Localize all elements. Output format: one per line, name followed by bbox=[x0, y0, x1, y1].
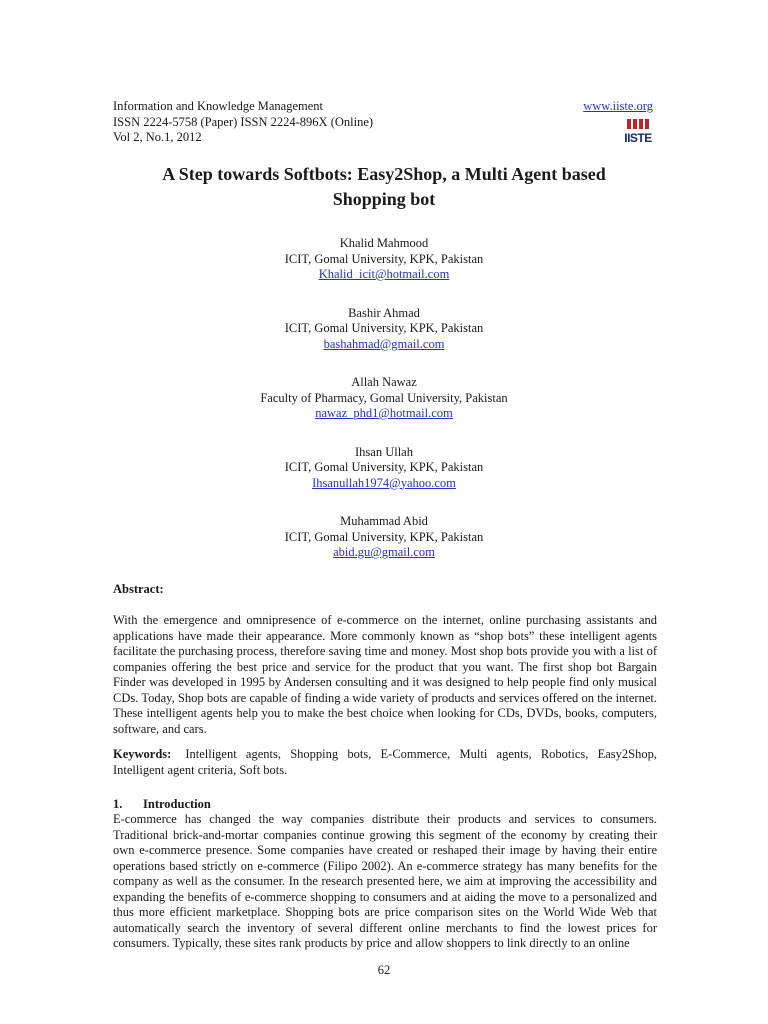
abstract-heading: Abstract: bbox=[113, 582, 164, 596]
title-line-1: A Step towards Softbots: Easy2Shop, a Multi Agent based bbox=[162, 164, 606, 184]
author-name: Muhammad Abid bbox=[340, 514, 428, 528]
section-title: Introduction bbox=[143, 797, 211, 811]
author-name: Ihsan Ullah bbox=[355, 444, 413, 459]
iiste-logo bbox=[623, 119, 653, 145]
author-block bbox=[0, 514, 768, 561]
website-link[interactable]: www.iiste.org bbox=[583, 99, 653, 113]
publisher-header bbox=[583, 99, 653, 149]
section-heading bbox=[113, 797, 657, 813]
author-name: Allah Nawaz bbox=[351, 375, 417, 389]
abstract-body: With the emergence and omnipresence of e-commerce on the internet, online purchasing assistants and applications have made their appearance. More commonly known as “shop bots” these intelligent agents facilitate the purchasing process, therefore saving time and money. Most shop bots provide you with a list of companies offering the best price and service for the product that you want. The first shop bot Bargain Finder was developed in 1995 by Andersen consulting and it was designed to help people find only musical CDs. Today, Shop bots are capable of finding a wide variety of products and services offered on the internet. These intelligent agents help you to make the best choice when looking for CDs, DVDs, books, computers, software, and cars. bbox=[113, 613, 657, 736]
logo-text: IISTE bbox=[624, 130, 652, 145]
author-affiliation: Faculty of Pharmacy, Gomal University, Pakistan bbox=[260, 390, 508, 405]
author-email-link[interactable]: bashahmad@gmail.com bbox=[323, 336, 445, 351]
author-affiliation: ICIT, Gomal University, KPK, Pakistan bbox=[284, 529, 484, 544]
author-email-link[interactable]: Khalid_icit@hotmail.com bbox=[318, 267, 450, 281]
page-number: 62 bbox=[377, 963, 391, 977]
author-block bbox=[0, 445, 768, 492]
author-email-link[interactable]: abid.gu@gmail.com bbox=[333, 545, 435, 559]
keywords-text: Intelligent agents, Shopping bots, E-Commerce, Multi agents, Robotics, Easy2Shop, Intelligent agent criteria, Soft bots. bbox=[113, 747, 657, 777]
section-number: 1. bbox=[113, 797, 123, 811]
author-name: Bashir Ahmad bbox=[348, 305, 420, 320]
logo-bars-icon bbox=[627, 119, 649, 129]
keywords-section bbox=[113, 747, 657, 778]
author-list bbox=[0, 236, 768, 584]
author-block bbox=[0, 306, 768, 353]
journal-name: Information and Knowledge Management bbox=[113, 99, 324, 113]
author-affiliation: ICIT, Gomal University, KPK, Pakistan bbox=[284, 321, 484, 335]
author-email-link[interactable]: nawaz_phd1@hotmail.com bbox=[315, 406, 453, 420]
keywords-label: Keywords: bbox=[113, 747, 172, 761]
author-email-link[interactable]: Ihsanullah1974@yahoo.com bbox=[312, 475, 456, 490]
author-block bbox=[0, 375, 768, 422]
author-affiliation: ICIT, Gomal University, KPK, Pakistan bbox=[284, 460, 484, 474]
introduction-body: E-commerce has changed the way companies distribute their products and services to consumers. Traditional brick-and-mortar companies continue growing this segment of the economy by creating their own e-commerce presence. Some companies have created or reshaped their image by having their entire operations based strictly on e-commerce (Filipo 2002). An e-commerce strategy has many benefits for the company as well as the consumer. In the research presented here, we aim at improving the accessibility and expanding the benefits of e-commerce shopping to consumers and at aiding the move to a personalized and thus more efficient marketplace. Shopping bots are price comparison sites on the World Wide Web that automatically search the inventory of several different online merchants to find the lowest prices for consumers. Typically, these sites rank products by price and allow shoppers to link directly to an online bbox=[113, 812, 657, 950]
volume-line: Vol 2, No.1, 2012 bbox=[113, 130, 202, 144]
title-line-2: Shopping bot bbox=[332, 189, 436, 209]
issn-line: ISSN 2224-5758 (Paper) ISSN 2224-896X (Online) bbox=[113, 114, 374, 129]
journal-header bbox=[113, 99, 373, 146]
author-block bbox=[0, 236, 768, 283]
author-name: Khalid Mahmood bbox=[339, 236, 429, 250]
paper-title bbox=[100, 162, 668, 212]
author-affiliation: ICIT, Gomal University, KPK, Pakistan bbox=[284, 251, 484, 266]
